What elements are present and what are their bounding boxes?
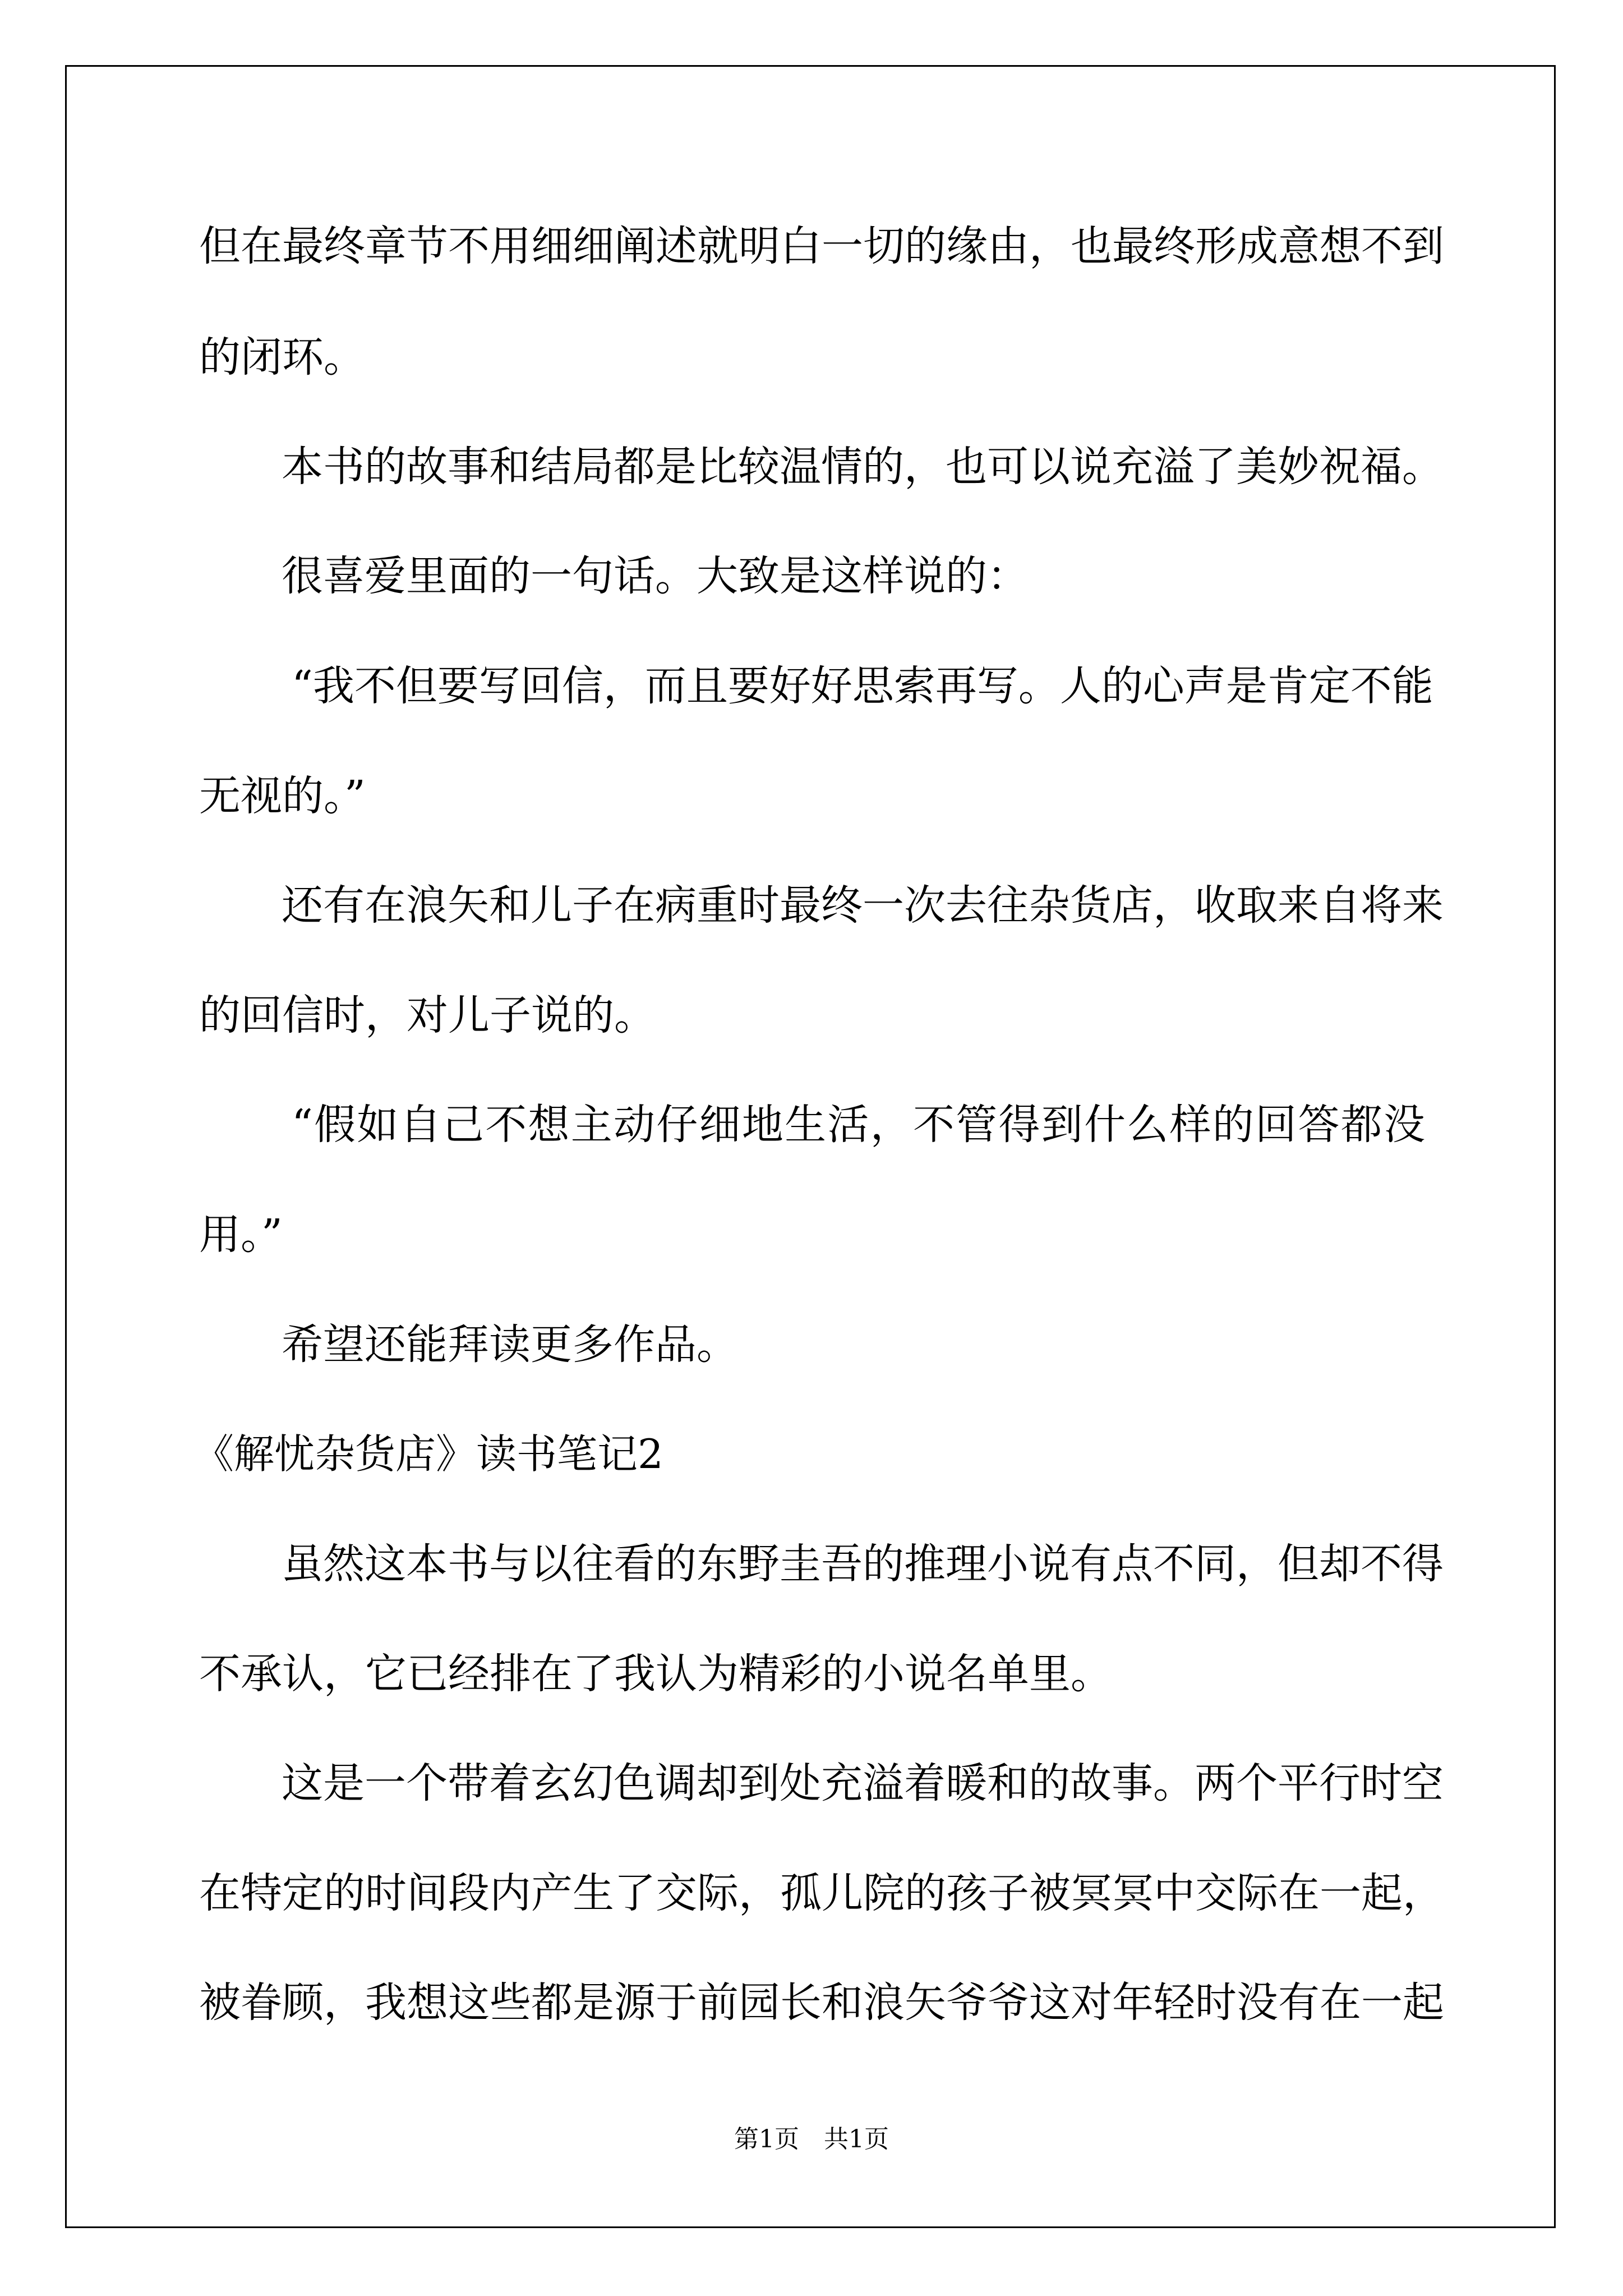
text-line: 本书的故事和结局都是比较温情的，也可以说充溢了美妙祝福。 [282,443,1444,491]
text-line: 很喜爱里面的一句话。大致是这样说的： [282,552,1029,600]
text-line: “假如自己不想主动仔细地生活，不管得到什么样的回答都没 [292,1101,1425,1149]
text-line: 的闭环。 [199,333,365,381]
text-line: 的回信时，对儿子说的。 [199,991,656,1039]
text-line: 被眷顾，我想这些都是源于前园长和浪矢爷爷这对年轻时没有在一起 [199,1978,1444,2027]
text-line: 在特定的时间段内产生了交际，孤儿院的孩子被冥冥中交际在一起， [199,1869,1444,1917]
text-line: 无视的。” [199,772,366,820]
text-line: 用。” [199,1211,283,1259]
text-line: “我不但要写回信，而且要好好思索再写。人的心声是肯定不能 [292,662,1433,710]
text-line: 虽然这本书与以往看的东野圭吾的推理小说有点不同，但却不得 [282,1540,1444,1588]
section-heading: 《解忧杂货店》读书笔记2 [193,1430,663,1478]
text-line: 不承认，它已经排在了我认为精彩的小说名单里。 [199,1650,1112,1698]
text-line: 希望还能拜读更多作品。 [282,1320,738,1369]
text-line: 但在最终章节不用细细阐述就明白一切的缘由，也最终形成意想不到 [199,222,1444,270]
text-line: 这是一个带着玄幻色调却到处充溢着暖和的故事。两个平行时空 [282,1759,1444,1807]
text-line: 还有在浪矢和儿子在病重时最终一次去往杂货店，收取来自将来 [282,881,1444,930]
page-number-footer: 第1页 共1页 [734,2125,889,2154]
